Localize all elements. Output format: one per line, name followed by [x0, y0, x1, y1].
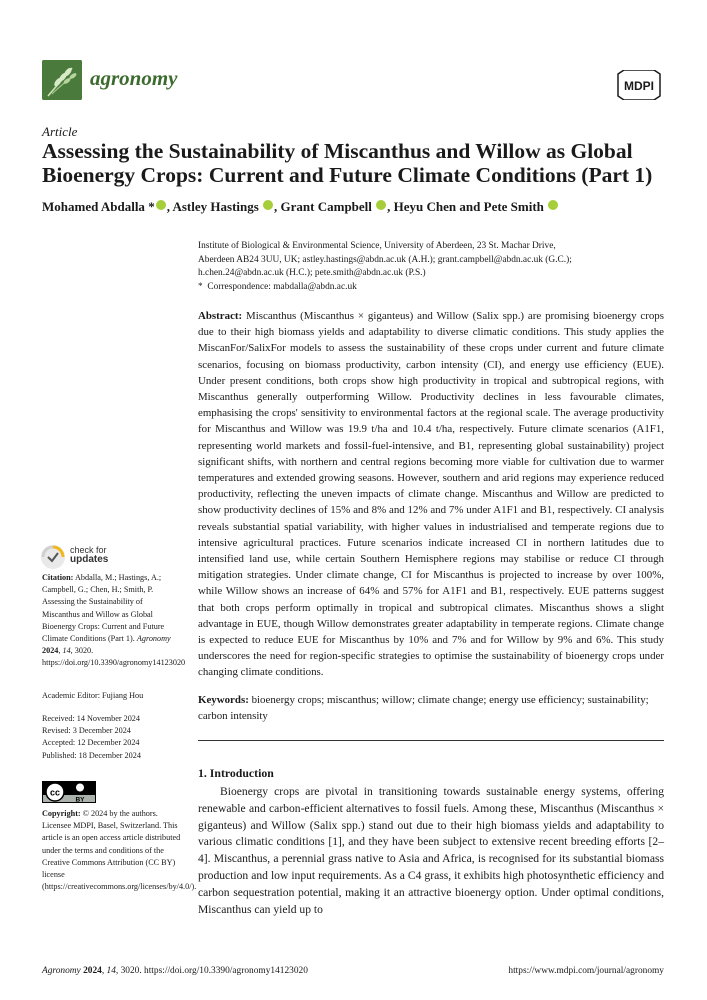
author-name: Pete Smith [483, 199, 544, 214]
citation-text: Abdalla, M.; Hastings, A.; Campbell, G.; Chen, H.; Smith, P. Assessing the Sustainability of Miscanthus and Willow as Global Bioenergy Crops: Current and Future Climate Conditions (Part 1). [42, 573, 165, 644]
corresponding-mark: * [148, 199, 155, 214]
keywords-label: Keywords: [198, 694, 249, 706]
copyright-label: Copyright: [42, 809, 81, 818]
author-name: Grant Campbell [280, 199, 372, 214]
author-list: Mohamed Abdalla * , Astley Hastings , Grant Campbell , Heyu Chen and Pete Smith [42, 199, 559, 215]
footer-year: 2024 [83, 966, 102, 976]
correspondence-line: * Correspondence: mabdalla@abdn.ac.uk [198, 281, 357, 292]
orcid-icon[interactable] [156, 200, 166, 210]
citation-year: 2024 [42, 646, 59, 656]
footer-doi: , 3020. https://doi.org/10.3390/agronomy14123020 [115, 966, 308, 976]
footer-citation: Agronomy 2024, 14, 3020. https://doi.org/10.3390/agronomy14123020 [42, 966, 308, 976]
cc-by-text: BY [75, 796, 85, 803]
mdpi-logo-text: MDPI [624, 79, 654, 93]
author-name: Heyu Chen [393, 199, 457, 214]
mdpi-logo [614, 70, 664, 100]
correspondence-text: Correspondence: mabdalla@abdn.ac.uk [207, 281, 357, 292]
published-date: Published: 18 December 2024 [42, 750, 141, 760]
citation-volume: 14 [62, 646, 71, 656]
citation-journal: Agronomy [136, 634, 171, 644]
received-date: Received: 14 November 2024 [42, 714, 140, 723]
wheat-icon [42, 60, 82, 100]
keywords-text: bioenergy crops; miscanthus; willow; climate change; energy use efficiency; sustainability; carbon intensity [198, 694, 649, 723]
affiliation-block [198, 240, 668, 294]
check-updates-icon [40, 544, 66, 570]
section-divider [198, 740, 664, 741]
academic-editor: Academic Editor: Fujiang Hou [42, 691, 144, 700]
citation-rest: , 3020. https://doi.org/10.3390/agronomy14123020 [42, 646, 186, 668]
accepted-date: Accepted: 12 December 2024 [42, 738, 140, 748]
cc-by-badge[interactable] [42, 781, 96, 803]
orcid-icon[interactable] [376, 200, 386, 210]
footer-url[interactable]: https://www.mdpi.com/journal/agronomy [508, 966, 664, 976]
cc-label: cc [49, 787, 61, 798]
check-updates-line1: check for [70, 545, 107, 555]
citation-block: Citation: Abdalla, M.; Hastings, A.; Campbell, G.; Chen, H.; Smith, P. Assessing the Sustainability of Miscanthus and Willow as Global Bioenergy Crops: Current and Future Climate Conditions (Part 1). Agronomy 2024, 14, 3020. https://doi.org/10.3390/agronomy14123020 [42, 573, 186, 668]
affiliation-line: Aberdeen AB24 3UU, UK; astley.hastings@abdn.ac.uk (A.H.); grant.campbell@abdn.ac.uk (G.C.); [198, 254, 572, 265]
citation-label: Citation: [42, 573, 74, 582]
introduction-text: Bioenergy crops are pivotal in transitioning towards sustainable energy systems, offering renewable and carbon-efficient alternatives to fossil fuels. Among these, Miscanthus (Miscanthus × giganteus) and Willow (Salix spp.) stand out due to their high biomass yields and adaptability to various climatic conditions [1], and they have been subject to extensive recent breeding efforts [2–4]. Miscanthus, a perennial grass native to Asia and Africa, is recognised for its substantial biomass production and low input requirements. As a C4 grass, it exhibits high photosynthetic efficiency and carbon sequestration potential, making it an attractive bioenergy option. Under optimal conditions, Miscanthus can yield up to [198, 785, 664, 916]
article-type: Article [42, 124, 78, 139]
affiliation-line: Institute of Biological & Environmental Science, University of Aberdeen, 23 St. Machar Drive, [198, 241, 556, 251]
check-updates-line2: updates [70, 554, 109, 565]
journal-logo [42, 60, 82, 100]
abstract-label: Abstract: [198, 310, 243, 322]
orcid-icon[interactable] [263, 200, 273, 210]
abstract-text: Miscanthus (Miscanthus × giganteus) and Willow (Salix spp.) are promising bioenergy crops due to their high biomass yields and adaptability to diverse climatic conditions. This study applies the MiscanFor/SalixFor models to assess the sustainability of these crops under current and future climate scenarios, focusing on biomass productivity, carbon intensity (CI), and energy use efficiency (EUE). Under present conditions, both crops show high productivity in tropical and subtropical regions, with Miscanthus generally outperforming Willow. Productivity declines in less favourable climates, emphasising the crops' sensitivity to environmental factors at the regional scale. The average productivity for Miscanthus and Willow was 19.9 t/ha and 10.4 t/ha, respectively. Future climate scenarios (A1F1, representing world markets and fossil-fuel-intensive, and B1, representing global sustainability) project significant shifts, with northern and central regions becoming more viable for cultivation due to warmer temperatures and extended growing seasons. However, southern and arid regions may experience reduced productivity, reflecting the uneven impacts of climate change. Miscanthus and Willow are predicted to show productivity declines of 15% and 8% and 12% and 7% under A1F1 and B1, respectively. CI analysis reveals substantial spatial variability, with higher values in industrialised and temperate regions due to intensive agricultural practices. Future scenarios indicate increased CI in northern latitudes due to intensified land use, while certain Southern Hemisphere regions may stabilise or reduce CI through mitigation strategies. Under climate change, CI for Miscanthus is projected to increase by over 100%, while Willow shows an increase of 64% and 57% for A1F1 and B1, respectively. EUE patterns suggest that both crops perform optimally in tropical and subtropical climates. Miscanthus shows a slight advantage in EUE, though Willow demonstrates greater adaptability in temperate regions. Climate change is expected to reduce EUE for Miscanthus by 10% and 7% and for Willow by 9% and 6%. This study underscores the need for region-specific strategies to optimise the sustainability of bioenergy crops under changing climate conditions. [198, 310, 664, 679]
footer-journal: Agronomy [42, 966, 81, 976]
copyright-text: © 2024 by the authors. Licensee MDPI, Basel, Switzerland. This article is an open access article distributed under the terms and conditions of the Creative Commons Attribution (CC BY) license (https://creativecommons.org/licenses/by/4.0/). [42, 809, 197, 892]
author-name: Mohamed Abdalla [42, 199, 145, 214]
footer-volume: 14 [106, 966, 116, 976]
copyright-block [42, 808, 197, 893]
keywords [198, 692, 664, 724]
orcid-icon[interactable] [548, 200, 558, 210]
journal-name: agronomy [90, 66, 178, 90]
affiliation-line: h.chen.24@abdn.ac.uk (H.C.); pete.smith@abdn.ac.uk (P.S.) [198, 268, 426, 278]
author-name: Astley Hastings [172, 199, 259, 214]
paper-title: Assessing the Sustainability of Miscanthus and Willow as Global Bioenergy Crops: Current and Future Climate Conditions (Part 1) [42, 139, 653, 187]
date-block [42, 713, 182, 762]
section-heading: 1. Introduction [198, 766, 274, 780]
revised-date: Revised: 3 December 2024 [42, 726, 131, 736]
abstract [198, 308, 664, 681]
check-for-updates-badge[interactable] [40, 544, 150, 570]
